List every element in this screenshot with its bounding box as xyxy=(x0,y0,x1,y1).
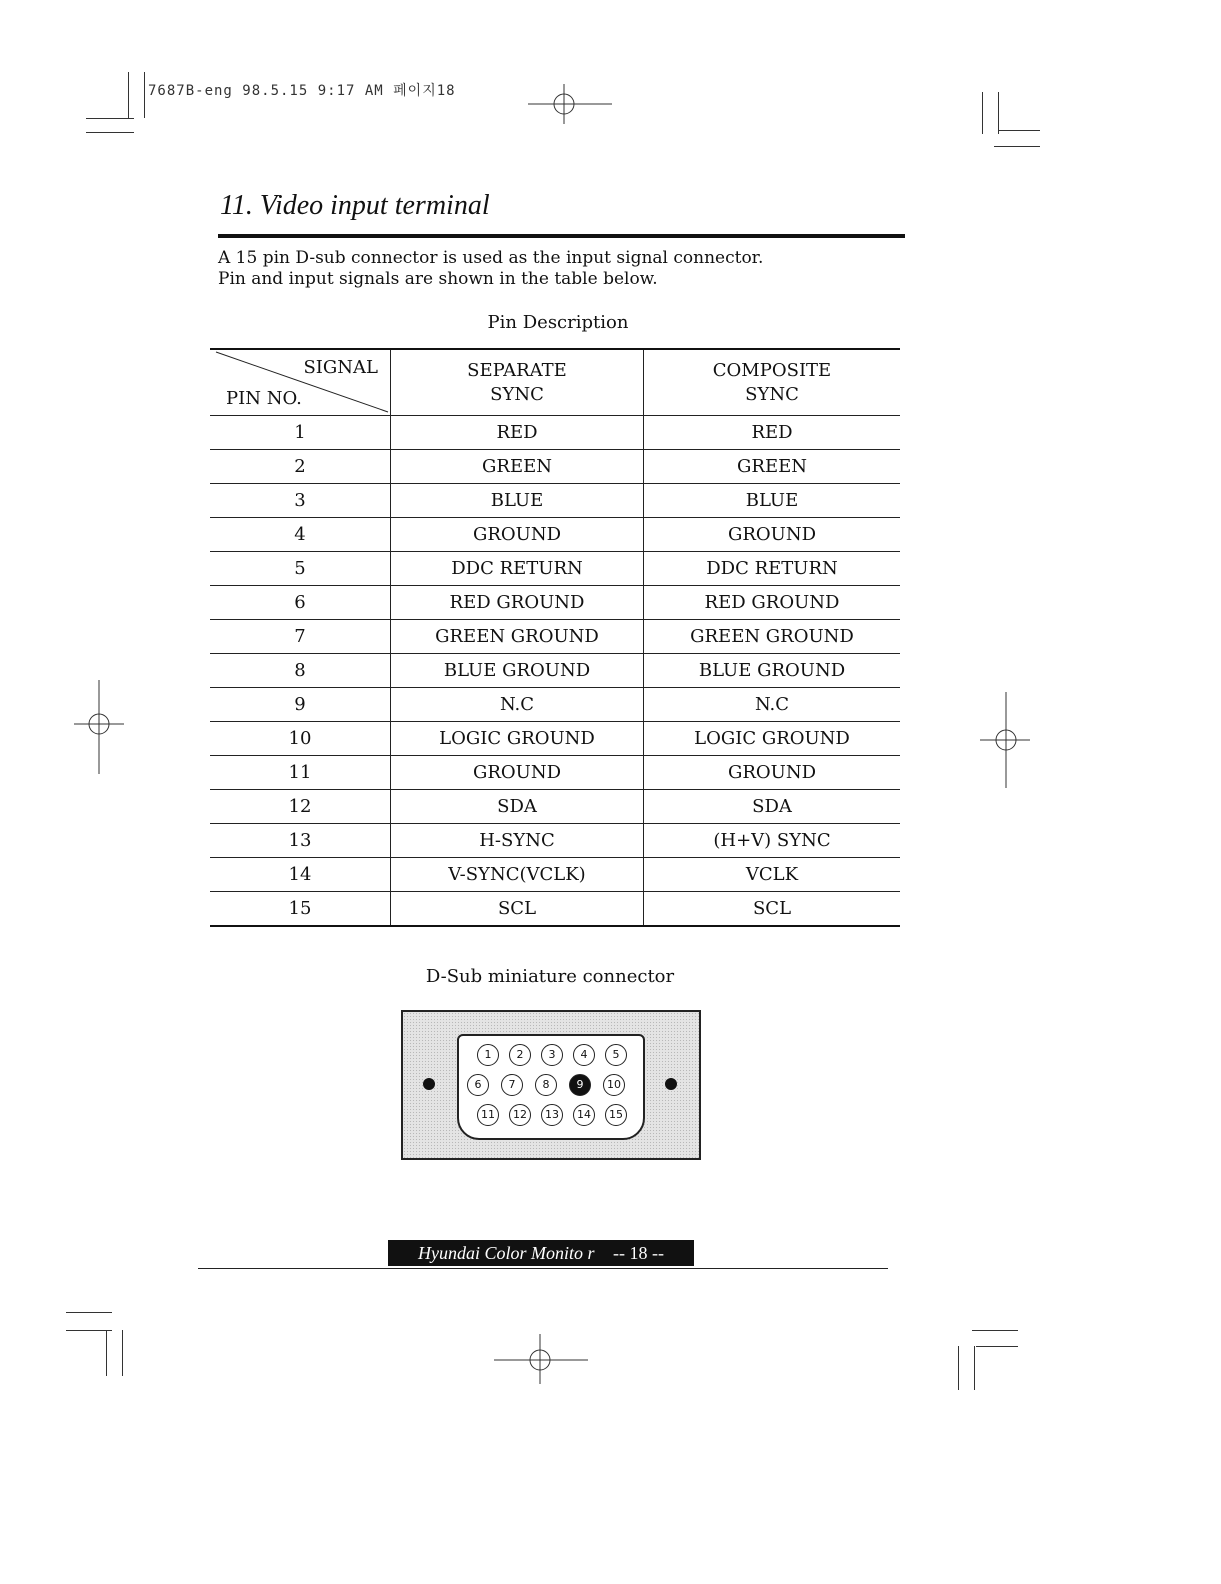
footer-page-number: -- 18 -- xyxy=(613,1243,664,1263)
separate-sync-signal: BLUE xyxy=(391,484,644,518)
pin-number: 7 xyxy=(210,620,391,654)
header-pin-label: PIN NO. xyxy=(226,388,302,409)
separate-sync-signal: GREEN GROUND xyxy=(391,620,644,654)
composite-sync-signal: RED GROUND xyxy=(644,586,901,620)
composite-sync-signal: GREEN GROUND xyxy=(644,620,901,654)
pin-number: 15 xyxy=(210,892,391,927)
pin-number: 8 xyxy=(210,654,391,688)
registration-mark-left xyxy=(74,680,124,774)
connector-title: D-Sub miniature connector xyxy=(425,966,675,987)
separate-sync-signal: LOGIC GROUND xyxy=(391,722,644,756)
composite-sync-signal: BLUE xyxy=(644,484,901,518)
table-row xyxy=(210,552,900,586)
pin-number: 1 xyxy=(210,416,391,450)
header-composite-sync xyxy=(644,349,901,416)
pin-number: 13 xyxy=(210,824,391,858)
separate-sync-signal: SCL xyxy=(391,892,644,927)
pin-9-icon: 9 xyxy=(569,1074,591,1096)
intro-text xyxy=(218,248,763,290)
pin-6-icon: 6 xyxy=(467,1074,489,1096)
table-row xyxy=(210,484,900,518)
composite-sync-signal: N.C xyxy=(644,688,901,722)
pin-5-icon: 5 xyxy=(605,1044,627,1066)
separate-sync-signal: V-SYNC(VCLK) xyxy=(391,858,644,892)
table-header-row xyxy=(210,349,900,416)
table-row xyxy=(210,620,900,654)
dsub-connector-diagram xyxy=(401,1010,701,1160)
separate-sync-signal: SDA xyxy=(391,790,644,824)
pin-10-icon: 10 xyxy=(603,1074,625,1096)
separate-sync-signal: GREEN xyxy=(391,450,644,484)
table-row xyxy=(210,858,900,892)
left-screw-icon xyxy=(423,1078,435,1090)
footer-brand: Hyundai Color Monito r xyxy=(418,1243,595,1263)
pin-2-icon: 2 xyxy=(509,1044,531,1066)
separate-sync-signal: N.C xyxy=(391,688,644,722)
header-diagonal-cell xyxy=(210,349,391,416)
footer-rule xyxy=(198,1268,888,1269)
header-composite-text: COMPOSITE SYNC xyxy=(712,359,832,405)
table-row xyxy=(210,586,900,620)
connector-shell xyxy=(457,1034,645,1140)
separate-sync-signal: RED xyxy=(391,416,644,450)
separate-sync-signal: DDC RETURN xyxy=(391,552,644,586)
separate-sync-signal: BLUE GROUND xyxy=(391,654,644,688)
pin-14-icon: 14 xyxy=(573,1104,595,1126)
table-row xyxy=(210,892,900,927)
table-row xyxy=(210,722,900,756)
table-row xyxy=(210,688,900,722)
pin-13-icon: 13 xyxy=(541,1104,563,1126)
pin-4-icon: 4 xyxy=(573,1044,595,1066)
registration-mark-bottom xyxy=(494,1334,588,1384)
composite-sync-signal: GROUND xyxy=(644,518,901,552)
composite-sync-signal: BLUE GROUND xyxy=(644,654,901,688)
header-separate-sync xyxy=(391,349,644,416)
composite-sync-signal: RED xyxy=(644,416,901,450)
composite-sync-signal: DDC RETURN xyxy=(644,552,901,586)
table-row xyxy=(210,756,900,790)
registration-mark-right xyxy=(980,692,1030,788)
pin-number: 6 xyxy=(210,586,391,620)
pin-number: 9 xyxy=(210,688,391,722)
composite-sync-signal: GROUND xyxy=(644,756,901,790)
pin-12-icon: 12 xyxy=(509,1104,531,1126)
table-row xyxy=(210,790,900,824)
table-row xyxy=(210,518,900,552)
pin-8-icon: 8 xyxy=(535,1074,557,1096)
print-header: 7687B-eng 98.5.15 9:17 AM 페이지18 xyxy=(148,83,456,99)
composite-sync-signal: GREEN xyxy=(644,450,901,484)
pin-number: 3 xyxy=(210,484,391,518)
intro-line-1: A 15 pin D-sub connector is used as the input signal connector. xyxy=(218,248,764,268)
registration-mark-top xyxy=(528,84,612,124)
pin-number: 14 xyxy=(210,858,391,892)
pin-15-icon: 15 xyxy=(605,1104,627,1126)
composite-sync-signal: (H+V) SYNC xyxy=(644,824,901,858)
composite-sync-signal: SCL xyxy=(644,892,901,927)
pin-1-icon: 1 xyxy=(477,1044,499,1066)
intro-line-2: Pin and input signals are shown in the table below. xyxy=(218,269,658,289)
header-signal-label: SIGNAL xyxy=(303,357,378,378)
composite-sync-signal: VCLK xyxy=(644,858,901,892)
right-screw-icon xyxy=(665,1078,677,1090)
separate-sync-signal: H-SYNC xyxy=(391,824,644,858)
pin-number: 11 xyxy=(210,756,391,790)
pin-number: 10 xyxy=(210,722,391,756)
pin-number: 4 xyxy=(210,518,391,552)
composite-sync-signal: LOGIC GROUND xyxy=(644,722,901,756)
table-row xyxy=(210,450,900,484)
separate-sync-signal: GROUND xyxy=(391,518,644,552)
pin-description-table xyxy=(210,348,900,927)
separate-sync-signal: RED GROUND xyxy=(391,586,644,620)
title-rule xyxy=(218,234,905,238)
table-row xyxy=(210,416,900,450)
table-title: Pin Description xyxy=(487,312,629,333)
table-row xyxy=(210,824,900,858)
header-separate-text: SEPARATE SYNC xyxy=(467,359,567,405)
pin-7-icon: 7 xyxy=(501,1074,523,1096)
pin-3-icon: 3 xyxy=(541,1044,563,1066)
table-row xyxy=(210,654,900,688)
pin-number: 5 xyxy=(210,552,391,586)
pin-number: 12 xyxy=(210,790,391,824)
pin-number: 2 xyxy=(210,450,391,484)
pin-11-icon: 11 xyxy=(477,1104,499,1126)
section-title: 11. Video input terminal xyxy=(220,190,490,221)
separate-sync-signal: GROUND xyxy=(391,756,644,790)
composite-sync-signal: SDA xyxy=(644,790,901,824)
footer-badge xyxy=(388,1240,694,1266)
